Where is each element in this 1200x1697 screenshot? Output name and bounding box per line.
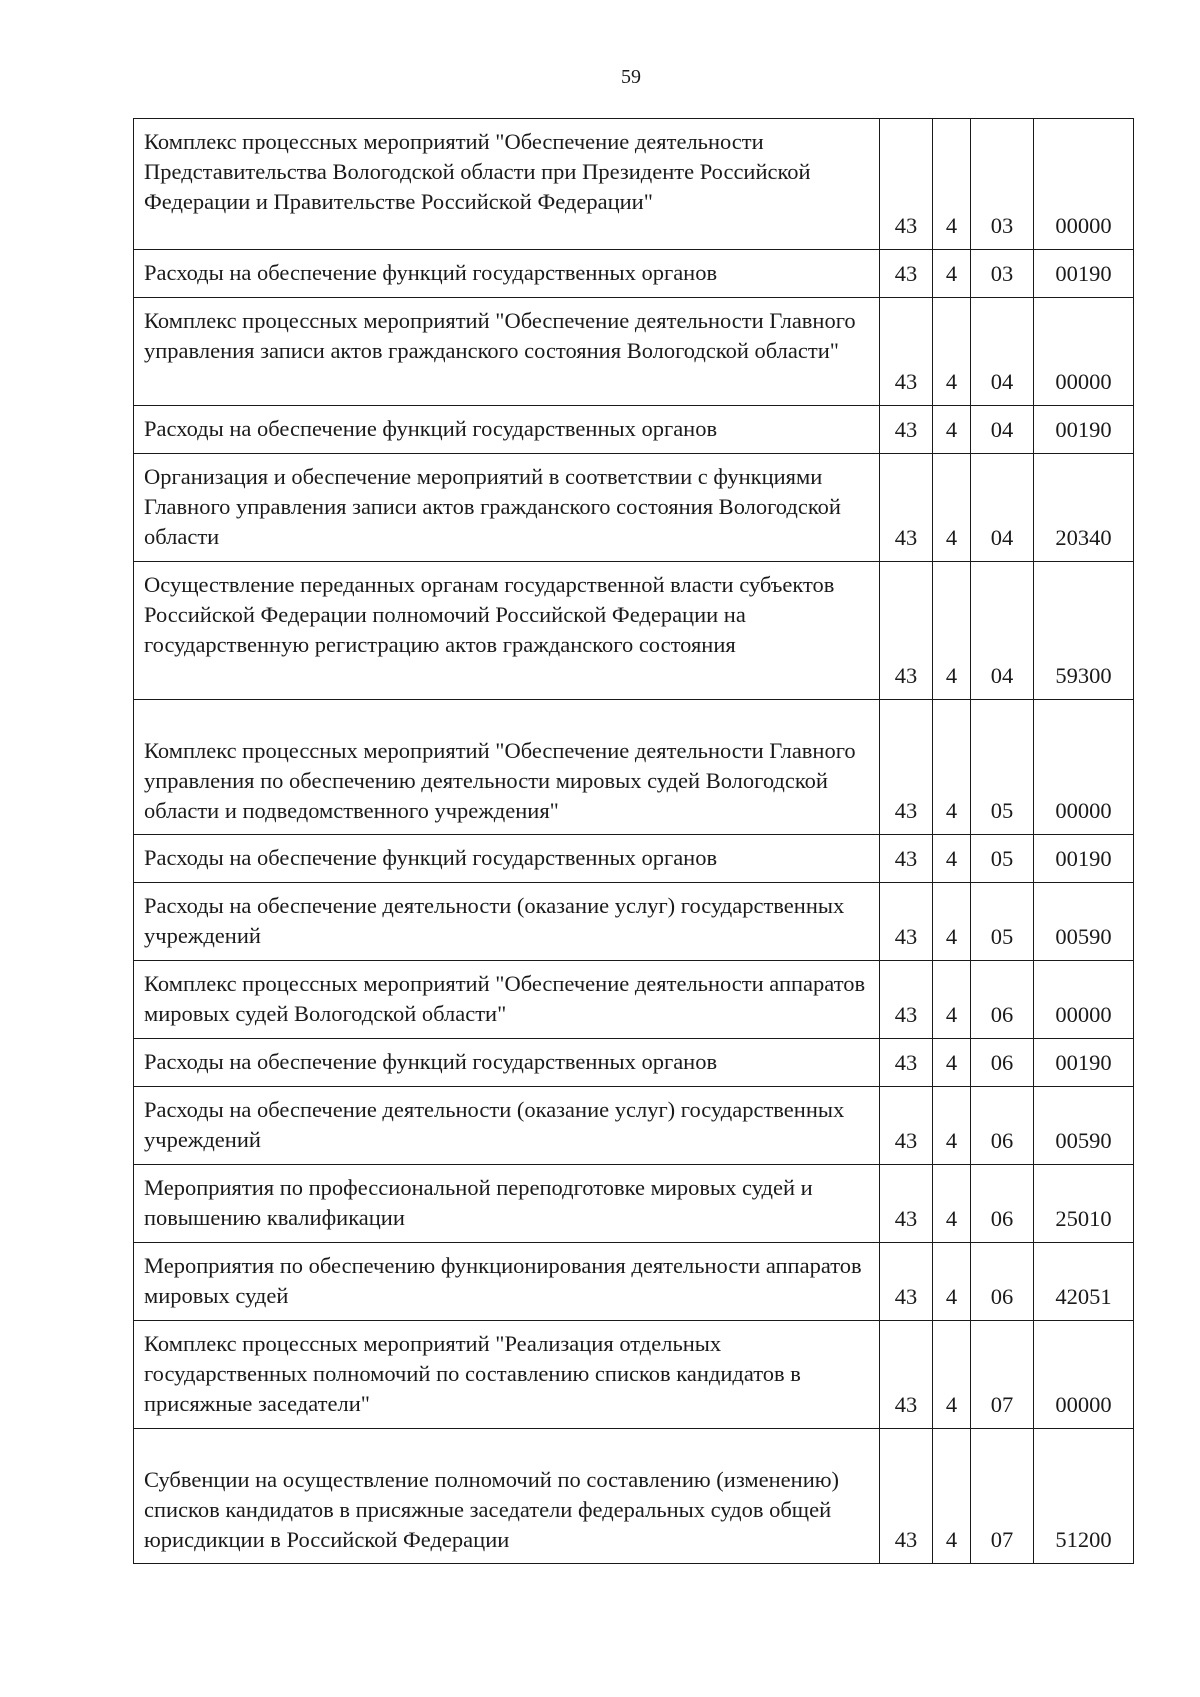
- page-number: 59: [621, 66, 641, 88]
- code-cell-3: 05: [971, 883, 1034, 961]
- table-row: [134, 1429, 1134, 1564]
- code-cell-1: 43: [880, 1321, 933, 1429]
- row-name-cell: [134, 250, 880, 298]
- row-name-cell: [134, 454, 880, 562]
- code-cell-3: 05: [971, 700, 1034, 835]
- code-cell-2: 4: [933, 1243, 971, 1321]
- code-cell-2: 4: [933, 835, 971, 883]
- code-cell-3: 04: [971, 454, 1034, 562]
- code-cell-1: 43: [880, 835, 933, 883]
- row-name-text: Комплекс процессных мероприятий "Обеспечение деятельности Главного управления по обеспечению деятельности мировых судей Вологодской области и подведомственного учреждения": [144, 738, 856, 823]
- row-name-text: Комплекс процессных мероприятий "Обеспечение деятельности Главного управления записи актов гражданского состояния Вологодской области": [144, 308, 856, 363]
- code-cell-4: 00000: [1034, 1321, 1134, 1429]
- row-name-text: Расходы на обеспечение функций государственных органов: [144, 260, 718, 285]
- row-name-cell: [134, 883, 880, 961]
- table-row: [134, 1243, 1134, 1321]
- code-cell-3: 06: [971, 1165, 1034, 1243]
- code-cell-2: 4: [933, 883, 971, 961]
- table-row: [134, 406, 1134, 454]
- code-cell-1: 43: [880, 406, 933, 454]
- table-row: [134, 883, 1134, 961]
- table-row: [134, 562, 1134, 700]
- row-name-cell: [134, 406, 880, 454]
- code-cell-1: 43: [880, 1087, 933, 1165]
- table-row: [134, 454, 1134, 562]
- code-cell-3: 04: [971, 406, 1034, 454]
- code-cell-1: 43: [880, 961, 933, 1039]
- code-cell-2: 4: [933, 406, 971, 454]
- code-cell-2: 4: [933, 562, 971, 700]
- row-name-cell: [134, 119, 880, 250]
- code-cell-1: 43: [880, 1429, 933, 1564]
- code-cell-2: 4: [933, 700, 971, 835]
- table-row: [134, 961, 1134, 1039]
- code-cell-3: 03: [971, 250, 1034, 298]
- row-name-text: Расходы на обеспечение функций государственных органов: [144, 1049, 718, 1074]
- row-name-cell: [134, 1321, 880, 1429]
- code-cell-4: 00000: [1034, 119, 1134, 250]
- table-row: [134, 250, 1134, 298]
- code-cell-3: 07: [971, 1429, 1034, 1564]
- row-name-text: Комплекс процессных мероприятий "Реализация отдельных государственных полномочий по составлению списков кандидатов в присяжные заседатели": [144, 1331, 801, 1416]
- code-cell-4: 20340: [1034, 454, 1134, 562]
- code-cell-3: 07: [971, 1321, 1034, 1429]
- code-cell-1: 43: [880, 454, 933, 562]
- code-cell-3: 04: [971, 562, 1034, 700]
- table-row: [134, 1165, 1134, 1243]
- row-name-cell: [134, 1429, 880, 1564]
- row-name-cell: [134, 961, 880, 1039]
- row-name-cell: [134, 1087, 880, 1165]
- code-cell-1: 43: [880, 1039, 933, 1087]
- row-name-cell: [134, 562, 880, 700]
- row-name-text: Мероприятия по обеспечению функционирования деятельности аппаратов мировых судей: [144, 1253, 862, 1308]
- code-cell-4: 00190: [1034, 250, 1134, 298]
- code-cell-2: 4: [933, 454, 971, 562]
- code-cell-1: 43: [880, 562, 933, 700]
- code-cell-1: 43: [880, 250, 933, 298]
- code-cell-1: 43: [880, 700, 933, 835]
- row-name-text: Организация и обеспечение мероприятий в соответствии с функциями Главного управления записи актов гражданского состояния Вологодской области: [144, 464, 841, 549]
- code-cell-4: 00000: [1034, 700, 1134, 835]
- code-cell-1: 43: [880, 298, 933, 406]
- code-cell-3: 05: [971, 835, 1034, 883]
- row-name-cell: [134, 835, 880, 883]
- code-cell-3: 03: [971, 119, 1034, 250]
- row-name-text: Расходы на обеспечение деятельности (оказание услуг) государственных учреждений: [144, 1097, 845, 1152]
- code-cell-2: 4: [933, 1039, 971, 1087]
- row-name-cell: [134, 1243, 880, 1321]
- code-cell-4: 25010: [1034, 1165, 1134, 1243]
- row-name-text: Осуществление переданных органам государственной власти субъектов Российской Федерации полномочий Российской Федерации на государственную регистрацию актов гражданского состояния: [144, 572, 835, 657]
- table-row: [134, 298, 1134, 406]
- code-cell-2: 4: [933, 1087, 971, 1165]
- code-cell-3: 06: [971, 961, 1034, 1039]
- code-cell-4: 00590: [1034, 1087, 1134, 1165]
- code-cell-4: 59300: [1034, 562, 1134, 700]
- code-cell-2: 4: [933, 119, 971, 250]
- code-cell-4: 00000: [1034, 298, 1134, 406]
- table-row: [134, 119, 1134, 250]
- code-cell-4: 00190: [1034, 406, 1134, 454]
- row-name-text: Мероприятия по профессиональной переподготовке мировых судей и повышению квалификации: [144, 1175, 813, 1230]
- table-row: [134, 1321, 1134, 1429]
- code-cell-4: 51200: [1034, 1429, 1134, 1564]
- row-name-cell: [134, 1039, 880, 1087]
- code-cell-2: 4: [933, 250, 971, 298]
- code-cell-2: 4: [933, 298, 971, 406]
- code-cell-3: 06: [971, 1243, 1034, 1321]
- code-cell-2: 4: [933, 1321, 971, 1429]
- code-cell-4: 42051: [1034, 1243, 1134, 1321]
- table-row: [134, 1087, 1134, 1165]
- row-name-text: Расходы на обеспечение деятельности (оказание услуг) государственных учреждений: [144, 893, 845, 948]
- code-cell-1: 43: [880, 883, 933, 961]
- code-cell-3: 04: [971, 298, 1034, 406]
- code-cell-1: 43: [880, 1165, 933, 1243]
- code-cell-4: 00000: [1034, 961, 1134, 1039]
- code-cell-2: 4: [933, 961, 971, 1039]
- row-name-cell: [134, 298, 880, 406]
- row-name-text: Комплекс процессных мероприятий "Обеспечение деятельности аппаратов мировых судей Вологодской области": [144, 971, 866, 1026]
- row-name-cell: [134, 1165, 880, 1243]
- code-cell-4: 00190: [1034, 835, 1134, 883]
- table-row: [134, 1039, 1134, 1087]
- code-cell-3: 06: [971, 1087, 1034, 1165]
- code-cell-3: 06: [971, 1039, 1034, 1087]
- table-row: [134, 835, 1134, 883]
- code-cell-1: 43: [880, 119, 933, 250]
- row-name-text: Расходы на обеспечение функций государственных органов: [144, 845, 718, 870]
- table-row: [134, 700, 1134, 835]
- row-name-text: Расходы на обеспечение функций государственных органов: [144, 416, 718, 441]
- code-cell-4: 00590: [1034, 883, 1134, 961]
- row-name-cell: [134, 700, 880, 835]
- code-cell-4: 00190: [1034, 1039, 1134, 1087]
- code-cell-1: 43: [880, 1243, 933, 1321]
- budget-classification-table: [133, 118, 1134, 1564]
- code-cell-2: 4: [933, 1165, 971, 1243]
- row-name-text: Субвенции на осуществление полномочий по составлению (изменению) списков кандидатов в присяжные заседатели федеральных судов общей юрисдикции в Российской Федерации: [144, 1467, 840, 1552]
- code-cell-2: 4: [933, 1429, 971, 1564]
- row-name-text: Комплекс процессных мероприятий "Обеспечение деятельности Представительства Вологодской области при Президенте Российской Федерации и Правительстве Российской Федерации": [144, 129, 811, 214]
